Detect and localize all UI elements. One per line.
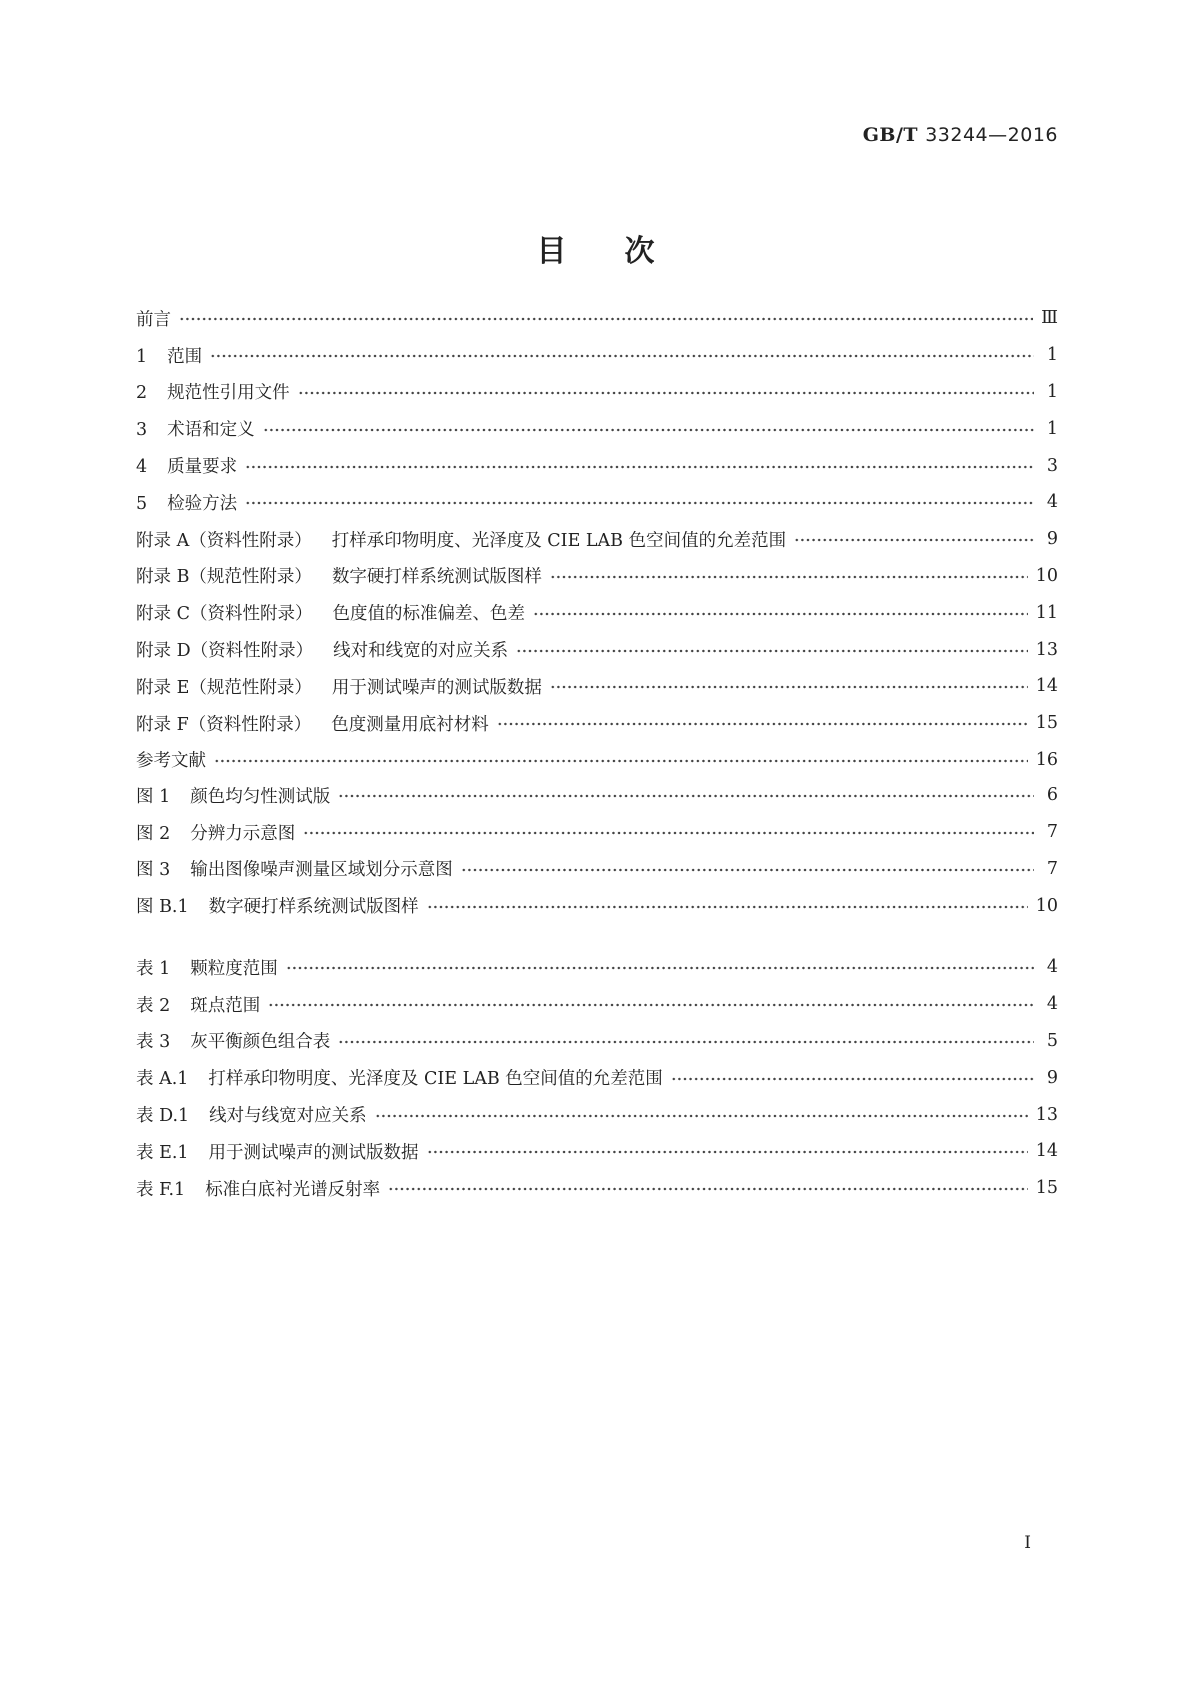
- toc-row: [136, 300, 1058, 337]
- toc-page-number: 4: [1046, 492, 1058, 513]
- toc-entry-title: 斑点范围: [190, 995, 261, 1016]
- toc-page-number: 15: [1035, 713, 1058, 734]
- toc-entry-title: 标准白底衬光谱反射率: [205, 1179, 381, 1200]
- toc-page-number: 5: [1046, 1030, 1058, 1051]
- toc-table-row: [136, 949, 1058, 986]
- toc-entry-title: 颜色均匀性测试版: [190, 786, 331, 807]
- toc-entry-title: 用于测试噪声的测试版数据: [208, 1142, 419, 1163]
- toc-page-number: 13: [1035, 639, 1058, 660]
- toc-entry-label: [136, 992, 260, 1017]
- toc-entry-number: 表 E.1: [136, 1142, 189, 1163]
- toc-row: [136, 631, 1058, 668]
- toc-row: [136, 447, 1058, 484]
- toc-figure-row: [136, 887, 1058, 924]
- toc-row: [136, 558, 1058, 595]
- toc-dot-leader: [550, 682, 1028, 692]
- toc-dot-leader: [550, 572, 1028, 582]
- toc-entry-label: [136, 955, 278, 980]
- toc-entry-title: 规范性引用文件: [167, 383, 290, 404]
- toc-dot-leader: [286, 963, 1034, 973]
- toc-entry-number: 2: [136, 383, 148, 404]
- toc-dot-leader: [497, 719, 1028, 729]
- standard-code: 33244—2016: [925, 124, 1058, 146]
- toc-entry-number: 附录 D（资料性附录）: [136, 641, 314, 662]
- toc-entry-label: [136, 1065, 663, 1090]
- toc-entry-label: [136, 1139, 419, 1164]
- toc-row: [136, 594, 1058, 631]
- toc-entry-number: 图 B.1: [136, 897, 189, 918]
- toc-dot-leader: [303, 828, 1034, 838]
- toc-entry-label: [136, 527, 786, 552]
- toc-row: [136, 410, 1058, 447]
- toc-page-number: 7: [1046, 822, 1058, 843]
- toc-page-number: 11: [1035, 602, 1058, 623]
- toc-dot-leader: [179, 314, 1033, 324]
- toc-dot-leader: [268, 1000, 1034, 1010]
- toc-row: [136, 484, 1058, 521]
- toc-dot-leader: [533, 609, 1028, 619]
- toc-figure-list: [136, 777, 1058, 924]
- toc-table-row: [136, 1133, 1058, 1170]
- toc-entry-label: [136, 711, 489, 736]
- toc-page-number: 1: [1046, 345, 1058, 366]
- toc-table-list: [136, 949, 1058, 1207]
- toc-page-number: 14: [1035, 676, 1058, 697]
- toc-entry-label: [136, 783, 330, 808]
- toc-page-number: Ⅲ: [1041, 308, 1058, 329]
- toc-entry-number: 表 F.1: [136, 1179, 186, 1200]
- toc-dot-leader: [214, 756, 1028, 766]
- toc-entry-label: [136, 600, 525, 625]
- toc-entry-title: 前言: [136, 309, 171, 330]
- toc-entry-title: 参考文献: [136, 751, 206, 772]
- toc-figure-row: [136, 777, 1058, 814]
- toc-page-number: 4: [1046, 994, 1058, 1015]
- toc-row: [136, 668, 1058, 705]
- toc-entry-title: 灰平衡颜色组合表: [190, 1032, 331, 1053]
- toc-dot-leader: [210, 351, 1034, 361]
- toc-dot-leader: [375, 1111, 1028, 1121]
- toc-page-number: 10: [1035, 895, 1058, 916]
- toc-table-row: [136, 1023, 1058, 1060]
- toc-entry-label: [136, 1176, 380, 1201]
- toc-entry-number: 4: [136, 457, 148, 478]
- toc-page-number: 9: [1046, 1067, 1058, 1088]
- toc-dot-leader: [461, 865, 1034, 875]
- toc-entry-number: 附录 E（规范性附录）: [136, 677, 312, 698]
- toc-entry-title: 线对与线宽对应关系: [209, 1106, 367, 1127]
- toc-dot-leader: [671, 1074, 1034, 1084]
- toc-entry-label: [136, 893, 419, 918]
- standard-prefix: GB/T: [862, 124, 919, 146]
- toc-entry-label: [136, 747, 206, 772]
- toc-entry-label: [136, 674, 542, 699]
- toc-entry-number: 3: [136, 420, 148, 441]
- toc-entry-label: [136, 453, 237, 478]
- page-title: 目次: [536, 234, 713, 269]
- toc-dot-leader: [427, 1147, 1028, 1157]
- toc-page-number: 1: [1046, 381, 1058, 402]
- toc-dot-leader: [388, 1184, 1028, 1194]
- toc-row: [136, 374, 1058, 411]
- toc-page-number: 7: [1046, 858, 1058, 879]
- toc-dot-leader: [794, 535, 1034, 545]
- toc-dot-leader: [338, 1037, 1034, 1047]
- toc-entry-title: 质量要求: [167, 457, 238, 478]
- toc-table-row: [136, 986, 1058, 1023]
- toc-entry-title: 术语和定义: [167, 420, 255, 441]
- toc-main-list: [136, 300, 1058, 778]
- toc-row: [136, 521, 1058, 558]
- toc-entry-title: 分辨力示意图: [190, 823, 296, 844]
- toc-entry-title: 打样承印物明度、光泽度及 CIE LAB 色空间值的允差范围: [331, 530, 787, 551]
- toc-entry-number: 图 3: [136, 860, 171, 881]
- toc-entry-title: 色度测量用底衬材料: [331, 714, 489, 735]
- standard-number: [863, 124, 1058, 146]
- toc-page-number: 14: [1035, 1141, 1058, 1162]
- toc-page-number: 9: [1046, 529, 1058, 550]
- toc-entry-number: 图 2: [136, 823, 171, 844]
- toc-entry-label: [136, 1028, 330, 1053]
- toc-entry-title: 用于测试噪声的测试版数据: [331, 677, 542, 698]
- toc-entry-title: 打样承印物明度、光泽度及 CIE LAB 色空间值的允差范围: [208, 1069, 663, 1090]
- toc-entry-number: 表 1: [136, 958, 171, 979]
- toc-entry-label: [136, 490, 237, 515]
- toc-page-number: 6: [1046, 785, 1058, 806]
- toc-dot-leader: [245, 498, 1034, 508]
- toc-entry-number: 图 1: [136, 786, 171, 807]
- toc-entry-number: 5: [136, 493, 148, 514]
- toc-table-row: [136, 1170, 1058, 1207]
- toc-entry-label: [136, 856, 453, 881]
- toc-entry-label: [136, 306, 171, 331]
- toc-page-number: 1: [1046, 418, 1058, 439]
- toc-table-row: [136, 1096, 1058, 1133]
- toc-entry-number: 1: [136, 346, 148, 367]
- toc-entry-number: 表 D.1: [136, 1106, 190, 1127]
- toc-dot-leader: [338, 791, 1034, 801]
- toc-dot-leader: [427, 902, 1028, 912]
- toc-figure-row: [136, 814, 1058, 851]
- toc-entry-title: 范围: [167, 346, 203, 367]
- toc-entry-title: 线对和线宽的对应关系: [333, 641, 509, 662]
- page-number: I: [1024, 1533, 1031, 1553]
- toc-page-number: 16: [1035, 749, 1058, 770]
- toc-entry-title: 色度值的标准偏差、色差: [332, 604, 525, 625]
- toc-figure-row: [136, 851, 1058, 888]
- toc-entry-label: [136, 416, 255, 441]
- toc-table-row: [136, 1059, 1058, 1096]
- toc-page-number: 13: [1035, 1104, 1058, 1125]
- toc-dot-leader: [516, 646, 1028, 656]
- toc-entry-title: 颗粒度范围: [190, 958, 278, 979]
- toc-dot-leader: [263, 425, 1034, 435]
- toc-entry-label: [136, 637, 508, 662]
- toc-entry-label: [136, 1102, 367, 1127]
- toc-dot-leader: [298, 388, 1034, 398]
- toc-entry-title: 检验方法: [167, 493, 238, 514]
- toc-page-number: 3: [1046, 455, 1058, 476]
- toc-row: [136, 705, 1058, 742]
- toc-entry-label: [136, 343, 202, 368]
- toc-row: [136, 742, 1058, 779]
- toc-entry-number: 附录 C（资料性附录）: [136, 604, 313, 625]
- toc-entry-title: 数字硬打样系统测试版图样: [208, 897, 419, 918]
- toc-page-number: 10: [1035, 565, 1058, 586]
- toc-entry-number: 附录 F（资料性附录）: [136, 714, 312, 735]
- toc-entry-number: 表 3: [136, 1032, 171, 1053]
- toc-page-number: 4: [1046, 957, 1058, 978]
- toc-entry-label: [136, 563, 542, 588]
- toc-entry-number: 表 2: [136, 995, 171, 1016]
- toc-entry-label: [136, 379, 290, 404]
- toc-entry-number: 附录 A（资料性附录）: [136, 530, 312, 551]
- toc-entry-number: 表 A.1: [136, 1069, 189, 1090]
- toc-row: [136, 337, 1058, 374]
- toc-entry-title: 数字硬打样系统测试版图样: [331, 567, 542, 588]
- toc-dot-leader: [245, 462, 1034, 472]
- toc-entry-number: 附录 B（规范性附录）: [136, 567, 312, 588]
- toc-entry-title: 输出图像噪声测量区域划分示意图: [190, 860, 453, 881]
- toc-entry-label: [136, 820, 295, 845]
- toc-page-number: 15: [1035, 1178, 1058, 1199]
